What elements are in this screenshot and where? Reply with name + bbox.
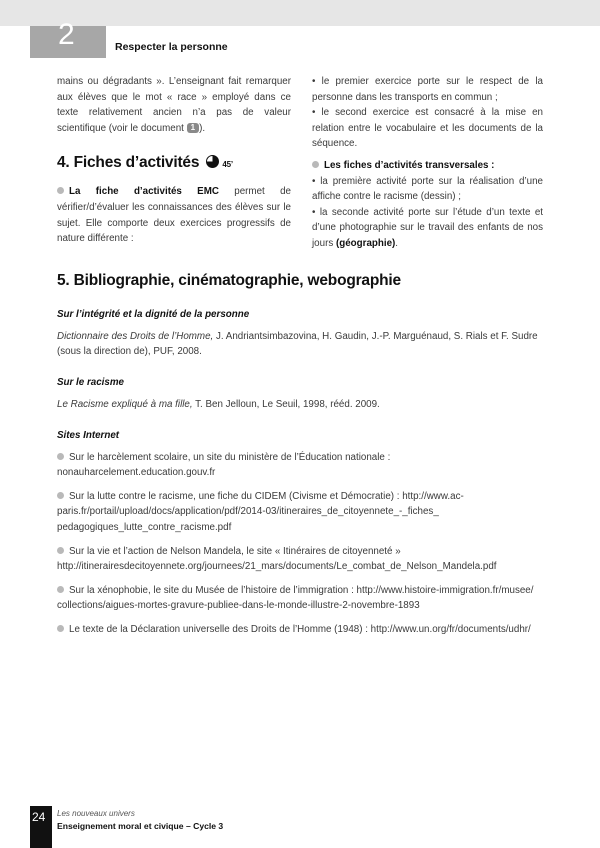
website-text: Sur le harcèlement scolaire, un site du ministère de l’Éducation nationale : nonauharcelement.education.gouv.fr	[57, 451, 391, 479]
intro-paragraph	[57, 74, 291, 136]
list-item	[57, 583, 543, 614]
reference-dictionnaire-title: Dictionnaire des Droits de l’Homme,	[57, 330, 214, 342]
section5-title: 5. Bibliographie, cinématographie, webographie	[57, 272, 401, 289]
activity-bullet-2-strong: (géographie)	[335, 237, 396, 249]
reference-dictionnaire	[57, 329, 543, 360]
bullet-dot-icon	[57, 547, 64, 554]
footer-series: Les nouveaux univers	[57, 809, 135, 818]
section4-title: 4. Fiches d’activités	[57, 154, 200, 172]
section4-duration: 45’	[222, 160, 233, 170]
list-item	[57, 489, 543, 536]
bullet-dot-icon	[57, 492, 64, 499]
bullet-dot-icon	[57, 453, 64, 460]
sub-heading-websites: Sites Internet	[57, 430, 120, 441]
bibliography-racism	[57, 375, 543, 412]
sub-heading-integrity: Sur l’intégrité et la dignité de la personne	[57, 309, 250, 320]
bullet-dot-icon	[57, 625, 64, 632]
intro-text: mains ou dégradants ». L’enseignant fait remarquer aux élèves que le mot « race » employé dans ce texte relativement ancien n’a pas de valeur scientifique (voir le document	[57, 76, 291, 134]
bullet-dot-icon	[57, 586, 64, 593]
reference-dictionnaire-text: J. Andriantsimbazovina, H. Gaudin, J.-P. Marguénaud, S. Rials et F. Sudre (sous la direction de), PUF, 2008.	[57, 330, 538, 358]
chapter-number: 2	[58, 18, 75, 51]
fiche-strong: La fiche d’activités EMC	[69, 186, 219, 198]
document-ref-badge: 1	[187, 123, 199, 133]
activity-bullet-2	[312, 205, 543, 252]
clock-icon	[206, 155, 219, 168]
intro-end: ).	[199, 122, 206, 134]
footer-book-title: Enseignement moral et civique – Cycle 3	[57, 821, 224, 831]
transversal-heading-line	[312, 158, 543, 174]
sub-heading-racism: Sur le racisme	[57, 377, 124, 388]
exercise-bullet-2: • le second exercice est consacré à la mise en relation entre le vocabulaire et les documents de la séquence.	[312, 107, 543, 150]
websites	[57, 428, 543, 646]
reference-racisme	[57, 397, 543, 413]
fiche-paragraph	[57, 184, 291, 246]
reference-racisme-title: Le Racisme expliqué à ma fille,	[57, 398, 193, 410]
reference-racisme-text: T. Ben Jelloun, Le Seuil, 1998, rééd. 2009.	[192, 398, 380, 410]
activity-bullet-1: • la première activité porte sur la réalisation d’une affiche contre le racisme (dessin) ;	[312, 175, 543, 203]
website-text: Le texte de la Déclaration universelle des Droits de l’Homme (1948) : http://www.un.org/fr/documents/udhr/	[69, 623, 531, 635]
chapter-title: Respecter la personne	[115, 41, 228, 53]
website-text: Sur la lutte contre le racisme, une fiche du CIDEM (Civisme et Démocratie) : http://www.ac-paris.fr/portail/upload/docs/application/pdf/2014-03/itineraires_de_citoyennete_-_fiches_ pedagogiques_lutte_contre_racisme.pdf	[57, 490, 464, 533]
list-item	[57, 450, 543, 481]
right-column	[312, 74, 543, 252]
list-item	[57, 622, 543, 638]
website-text: Sur la vie et l’action de Nelson Mandela, le site « Itinéraires de citoyenneté » http://itinerairesdecitoyennete.org/journees/21_mars/documents/Le_combat_de_Nelson_Mandela.pdf	[57, 545, 497, 573]
page-number: 24	[32, 810, 46, 824]
bullet-dot-icon	[312, 161, 319, 168]
transversal-heading: Les fiches d’activités transversales :	[324, 159, 495, 171]
activity-bullet-2-end: .	[395, 237, 399, 249]
exercise-bullet-1: • le premier exercice porte sur le respect de la personne dans les transports en commun ;	[312, 76, 543, 103]
website-text: Sur la xénophobie, le site du Musée de l’histoire de l’immigration : http://www.histoire-immigration.fr/musee/ collections/aigues-mortes-gravure-publiee-dans-le-monde-illustre-2-novembre-1893	[57, 584, 534, 612]
list-item	[57, 544, 543, 575]
bibliography-integrity	[57, 307, 543, 360]
fiche-text: permet de vérifier/d’évaluer les connaissances des élèves sur le sujet. Elle comporte deux exercices progressifs de nature différente :	[57, 186, 291, 245]
activity-bullet-2-text: • la seconde activité porte sur l’étude d’un texte et d’une photographie sur le travail des enfants de nos jours	[312, 206, 543, 249]
left-column	[57, 74, 291, 247]
section4-heading	[57, 154, 291, 174]
bullet-dot-icon	[57, 187, 64, 194]
